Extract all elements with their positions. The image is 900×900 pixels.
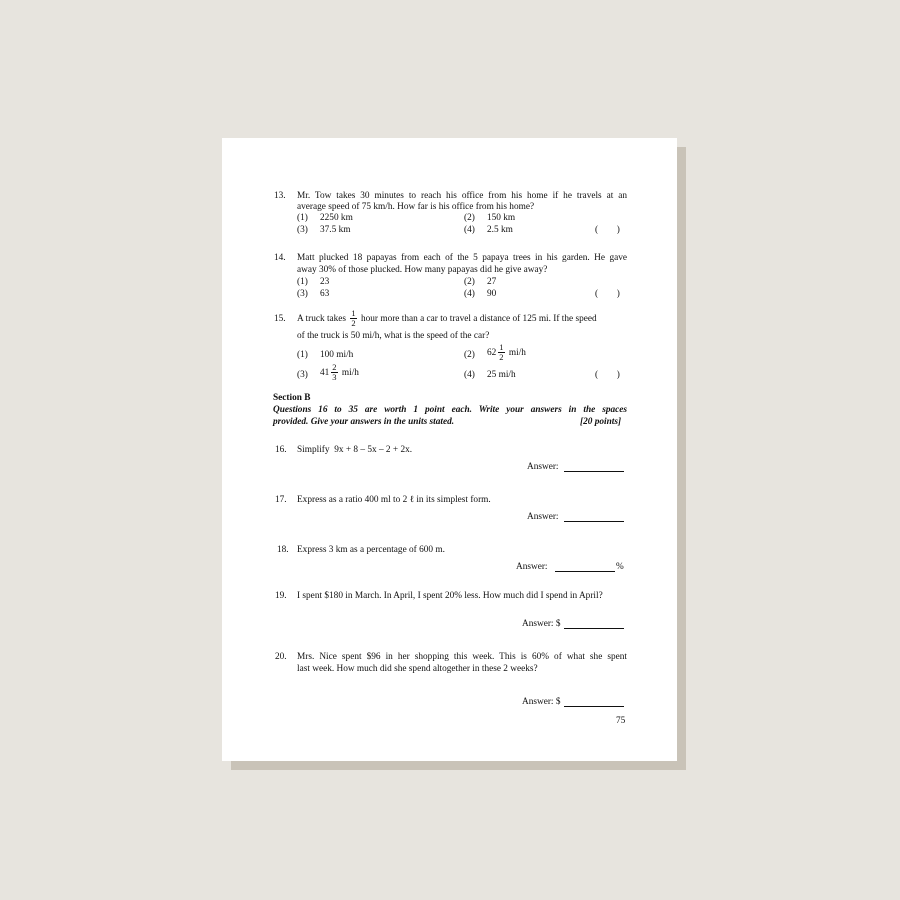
answer-blank[interactable] xyxy=(564,511,624,522)
option-number: (2) xyxy=(464,277,475,287)
option-text: 90 xyxy=(487,289,497,299)
fraction-denominator: 2 xyxy=(499,352,504,363)
unit: mi/h xyxy=(508,348,526,358)
option-number: (4) xyxy=(464,370,475,380)
fraction-numerator: 1 xyxy=(351,308,356,319)
question-text: away 30% of those plucked. How many papayas did he give away? xyxy=(297,265,548,275)
option-number: (2) xyxy=(464,213,475,223)
question-number: 15. xyxy=(274,314,286,324)
question-text: average speed of 75 km/h. How far is his office from his home? xyxy=(297,202,535,212)
option-number: (3) xyxy=(297,289,308,299)
answer-unit: % xyxy=(616,562,624,572)
answer-label: Answer: $ xyxy=(522,619,561,629)
question-text: Mr. Tow takes 30 minutes to reach his office from his home if he travels at an xyxy=(297,191,627,201)
question-number: 17. xyxy=(275,495,287,505)
question-text: Simplify 9x + 8 – 5x – 2 + 2x. xyxy=(297,445,413,455)
question-text-part: hour more than a car to travel a distance of 125 mi. If the speed xyxy=(360,314,597,324)
answer-label: Answer: $ xyxy=(522,697,561,707)
option-number: (1) xyxy=(297,277,308,287)
question-number: 14. xyxy=(274,253,286,263)
page-number: 75 xyxy=(616,716,626,726)
fraction-numerator: 1 xyxy=(499,342,504,353)
section-points: [20 points] xyxy=(580,417,622,427)
answer-blank[interactable] xyxy=(564,696,624,707)
option-text: 2250 km xyxy=(320,213,353,223)
option-text: 150 km xyxy=(487,213,516,223)
question-text: of the truck is 50 mi/h, what is the speed of the car? xyxy=(297,331,490,341)
option-text: 25 mi/h xyxy=(487,370,516,380)
option-number: (1) xyxy=(297,350,308,360)
option-number: (3) xyxy=(297,370,308,380)
question-text-part: A truck takes xyxy=(297,314,347,324)
option-text: 27 xyxy=(487,277,497,287)
answer-bracket[interactable]: ( ) xyxy=(595,370,620,380)
answer-bracket[interactable]: ( ) xyxy=(595,289,620,299)
answer-blank[interactable] xyxy=(564,461,624,472)
question-text: Express as a ratio 400 ml to 2 ℓ in its simplest form. xyxy=(297,495,491,505)
section-instructions: Questions 16 to 35 are worth 1 point each. Write your answers in the spaces xyxy=(273,405,627,415)
answer-label: Answer: xyxy=(516,562,548,572)
mixed-whole: 41 xyxy=(320,368,330,378)
fraction xyxy=(350,309,356,328)
question-text: Mrs. Nice spent $96 in her shopping this week. This is 60% of what she spent xyxy=(297,652,627,662)
question-number: 18. xyxy=(277,545,289,555)
question-text xyxy=(297,306,597,332)
option-text xyxy=(320,361,359,385)
option-text: 63 xyxy=(320,289,330,299)
question-number: 20. xyxy=(275,652,287,662)
option-number: (4) xyxy=(464,225,475,235)
option-text: 2.5 km xyxy=(487,225,513,235)
question-number: 16. xyxy=(275,445,287,455)
fraction-numerator: 2 xyxy=(332,362,337,373)
answer-bracket[interactable]: ( ) xyxy=(595,225,620,235)
option-text xyxy=(487,341,526,365)
answer-blank[interactable] xyxy=(555,561,615,572)
option-text: 37.5 km xyxy=(320,225,351,235)
option-number: (4) xyxy=(464,289,475,299)
option-number: (3) xyxy=(297,225,308,235)
fraction-denominator: 2 xyxy=(351,318,356,329)
question-text: I spent $180 in March. In April, I spent 20% less. How much did I spend in April? xyxy=(297,591,603,601)
mixed-whole: 62 xyxy=(487,348,497,358)
answer-label: Answer: xyxy=(527,462,559,472)
question-text: last week. How much did she spend altogether in these 2 weeks? xyxy=(297,664,538,674)
answer-label: Answer: xyxy=(527,512,559,522)
section-instructions: provided. Give your answers in the units stated. xyxy=(273,417,455,427)
question-number: 13. xyxy=(274,191,286,201)
fraction-denominator: 3 xyxy=(332,372,337,383)
option-number: (1) xyxy=(297,213,308,223)
fraction xyxy=(498,343,504,362)
unit: mi/h xyxy=(341,368,359,378)
answer-blank[interactable] xyxy=(564,618,624,629)
option-text: 23 xyxy=(320,277,330,287)
option-number: (2) xyxy=(464,350,475,360)
question-text: Express 3 km as a percentage of 600 m. xyxy=(297,545,445,555)
option-text: 100 mi/h xyxy=(320,350,354,360)
question-text: Matt plucked 18 papayas from each of the 5 papaya trees in his garden. He gave xyxy=(297,253,627,263)
fraction xyxy=(331,363,337,382)
question-number: 19. xyxy=(275,591,287,601)
worksheet-page xyxy=(222,138,677,761)
section-title: Section B xyxy=(273,393,311,403)
